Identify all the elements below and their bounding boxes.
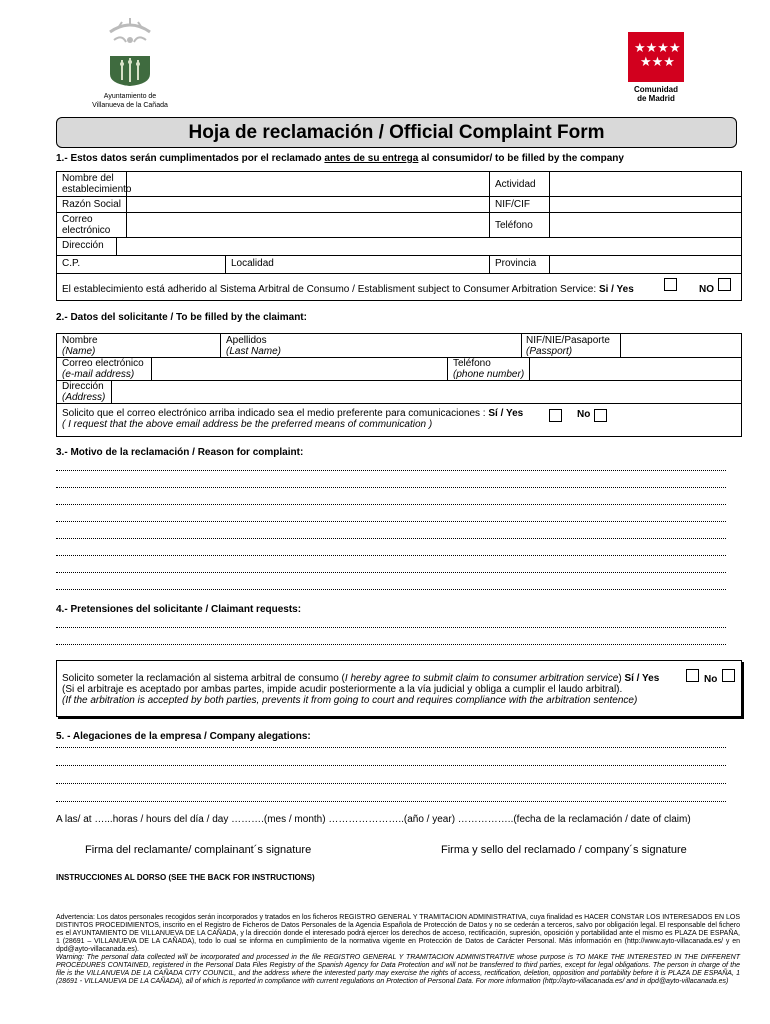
complaint-line[interactable]	[56, 587, 726, 590]
allegation-line[interactable]	[56, 781, 726, 784]
svg-text:★★★: ★★★	[640, 55, 675, 70]
email-preference-text: Solicito que el correo electrónico arriba indicado sea el medio preferente para comunicaciones : Sí / Yes ( I request that the above email address be the preferred means of communication )	[62, 408, 524, 430]
nif-cif-field[interactable]	[550, 197, 740, 211]
arbitration-no-label: No	[704, 674, 718, 685]
arbitral-no-checkbox[interactable]	[718, 278, 731, 291]
company-signature[interactable]: Firma y sello del reclamado / company´s signature	[441, 844, 687, 856]
correo-claimant-field[interactable]	[152, 358, 446, 379]
nif-nie-label: NIF/NIE/Pasaporte (Passport)	[526, 335, 610, 357]
section2-heading: 2.- Datos del solicitante / To be filled by the claimant:	[56, 312, 307, 323]
arbitral-text: El establecimiento está adherido al Sistema Arbitral de Consumo / Establisment subject to Consumer Arbitration Service: Si / Yes	[62, 284, 634, 295]
section1-heading: 1.- Estos datos serán cumplimentados por el reclamado antes de su entrega al consumidor/ to be filled by the company	[56, 153, 624, 164]
razon-social-label: Razón Social	[62, 199, 121, 210]
correo-label: Correo electrónico	[62, 214, 111, 236]
complaint-line[interactable]	[56, 468, 726, 471]
svg-text:★★★★: ★★★★	[634, 41, 681, 56]
direccion-label: Dirección	[62, 240, 104, 251]
arbitral-no-label: NO	[699, 284, 714, 295]
complaint-line[interactable]	[56, 570, 726, 573]
arbitration-text: Solicito someter la reclamación al sistema arbitral de consumo (I hereby agree to submit claim to consumer arbitration service) Sí / Yes (Si el arbitraje es aceptado por ambas partes, impide acudir posteriormente a la vía judicial y obliga a cumplir el laudo arbitral). (If the arbitration is accepted by both parties, prevents it from going to court and requires compliance with the arbitration sentence)	[62, 673, 660, 706]
apellidos-label: Apellidos (Last Name)	[226, 335, 282, 357]
telefono-claimant-field[interactable]	[530, 358, 740, 379]
allegation-line[interactable]	[56, 799, 726, 802]
section4-heading: 4.- Pretensiones del solicitante / Claimant requests:	[56, 604, 302, 615]
nif-nie-field[interactable]	[621, 334, 740, 356]
privacy-notice: Advertencia: Los datos personales recogidos serán incorporados y tratados en los ficheros REGISTRO GENERAL Y TRAMITACION ADMINISTRATIVA, cuya finalidad es HACER CONSTAR LOS INTERESADOS EN LOS DISTINTOS PROCEDIMIENTOS, inscrito en el Registro de Ficheros de Datos Personales de la Agencia Española de Protección de Datos y no se cederán a terceros, salvo por obligación legal. El responsable del fichero es el AYUNTAMIENTO DE VILLANUEVA DE LA CAÑADA, y la dirección donde el interesado podrá ejercer los derechos de acceso, rectificación, supresión, oposición y portabilidad ante el mismo es PLAZA DE ESPAÑA, 1 (28691 – VILLANUEVA DE LA CAÑADA), todo lo cual se informa en cumplimiento de la normativa vigente en Protección de Datos de Carácter Personal. Más información en (http://www.ayto-villacanada.es/ y en dpd@ayto-villacanada.es). Warning: The personal data collected will be incorporated and processed in the file REGISTRO GENERAL Y TRAMITACION ADMINISTRATIVE whose purpose is TO MAKE THE INTERESTED IN THE DIFFERENT PROCEDURES CONTAINED, registered in the Personal Data Files Registry of the Spanish Agency for Data Protection and will not be transferred to third parties, except for legal obligations. The person in charge of the file is the VILLANUEVA DE LA CAÑADA CITY COUNCIL, and the address where the interested party may exercise the rights of access, rectification, deletion, opposition and portability before it is PLAZA DE ESPAÑA, 1 (28691 - VILLANUEVA DE LA CAÑADA), all of which is reported in compliance with current regulations on Protection of Personal Data. For more information (http://ayto-villacanada.es/ and in dpd@ayto-villacanada.es)	[56, 914, 740, 985]
request-line[interactable]	[56, 642, 726, 645]
email-pref-no-label: No	[577, 409, 591, 420]
localidad-field[interactable]	[280, 256, 488, 272]
complaint-line[interactable]	[56, 519, 726, 522]
request-line[interactable]	[56, 625, 726, 628]
direccion-claimant-field[interactable]	[112, 381, 740, 402]
nombre-field[interactable]	[127, 172, 488, 195]
section3-heading: 3.- Motivo de la reclamación / Reason for complaint:	[56, 447, 304, 458]
telefono-claimant-label: Teléfono (phone number)	[453, 358, 525, 380]
arbitral-yes-checkbox[interactable]	[664, 278, 677, 291]
email-pref-yes-checkbox[interactable]	[549, 409, 562, 422]
direccion-field[interactable]	[117, 238, 740, 254]
localidad-label: Localidad	[231, 258, 274, 269]
arbitration-yes-checkbox[interactable]	[686, 669, 699, 682]
nombre-claimant-label: Nombre (Name)	[62, 335, 98, 357]
date-line: A las/ at …...horas / hours del día / day ……….(mes / month) …………………..(año / year) ……………..(fecha de la reclamación / date of claim)	[56, 814, 691, 825]
correo-field[interactable]	[127, 213, 488, 236]
telefono-label: Teléfono	[495, 220, 533, 231]
telefono-field[interactable]	[550, 213, 740, 236]
provincia-label: Provincia	[495, 258, 537, 269]
nombre-label: Nombre del establecimiento	[62, 173, 132, 195]
region-line2: de Madrid	[637, 94, 675, 103]
region-line1: Comunidad	[634, 85, 678, 94]
direccion-claimant-label: Dirección (Address)	[62, 381, 106, 403]
municipality-line1: Ayuntamiento de	[103, 93, 157, 100]
madrid-flag-logo	[628, 32, 684, 82]
complaint-line[interactable]	[56, 485, 726, 488]
complaint-line[interactable]	[56, 502, 726, 505]
actividad-field[interactable]	[550, 172, 740, 195]
complaint-line[interactable]	[56, 553, 726, 556]
villanueva-logo	[100, 18, 160, 88]
municipality-line2: Villanueva de la Cañada	[92, 102, 168, 109]
nif-cif-label: NIF/CIF	[495, 199, 530, 210]
claimant-signature[interactable]: Firma del reclamante/ complainant´s signature	[85, 844, 312, 856]
title-box	[56, 117, 737, 148]
allegation-line[interactable]	[56, 745, 726, 748]
arbitration-no-checkbox[interactable]	[722, 669, 735, 682]
provincia-field[interactable]	[550, 256, 740, 272]
instructions-note: INSTRUCCIONES AL DORSO (SEE THE BACK FOR INSTRUCTIONS)	[56, 873, 315, 882]
cp-label: C.P.	[62, 258, 81, 269]
section5-heading: 5. - Alegaciones de la empresa / Company alegations:	[56, 731, 311, 742]
email-pref-no-checkbox[interactable]	[594, 409, 607, 422]
allegation-line[interactable]	[56, 763, 726, 766]
razon-social-field[interactable]	[127, 197, 488, 211]
correo-claimant-label: Correo electrónico (e-mail address)	[62, 358, 144, 380]
page-title: Hoja de reclamación / Official Complaint Form	[188, 122, 605, 143]
actividad-label: Actividad	[495, 179, 536, 190]
complaint-line[interactable]	[56, 536, 726, 539]
